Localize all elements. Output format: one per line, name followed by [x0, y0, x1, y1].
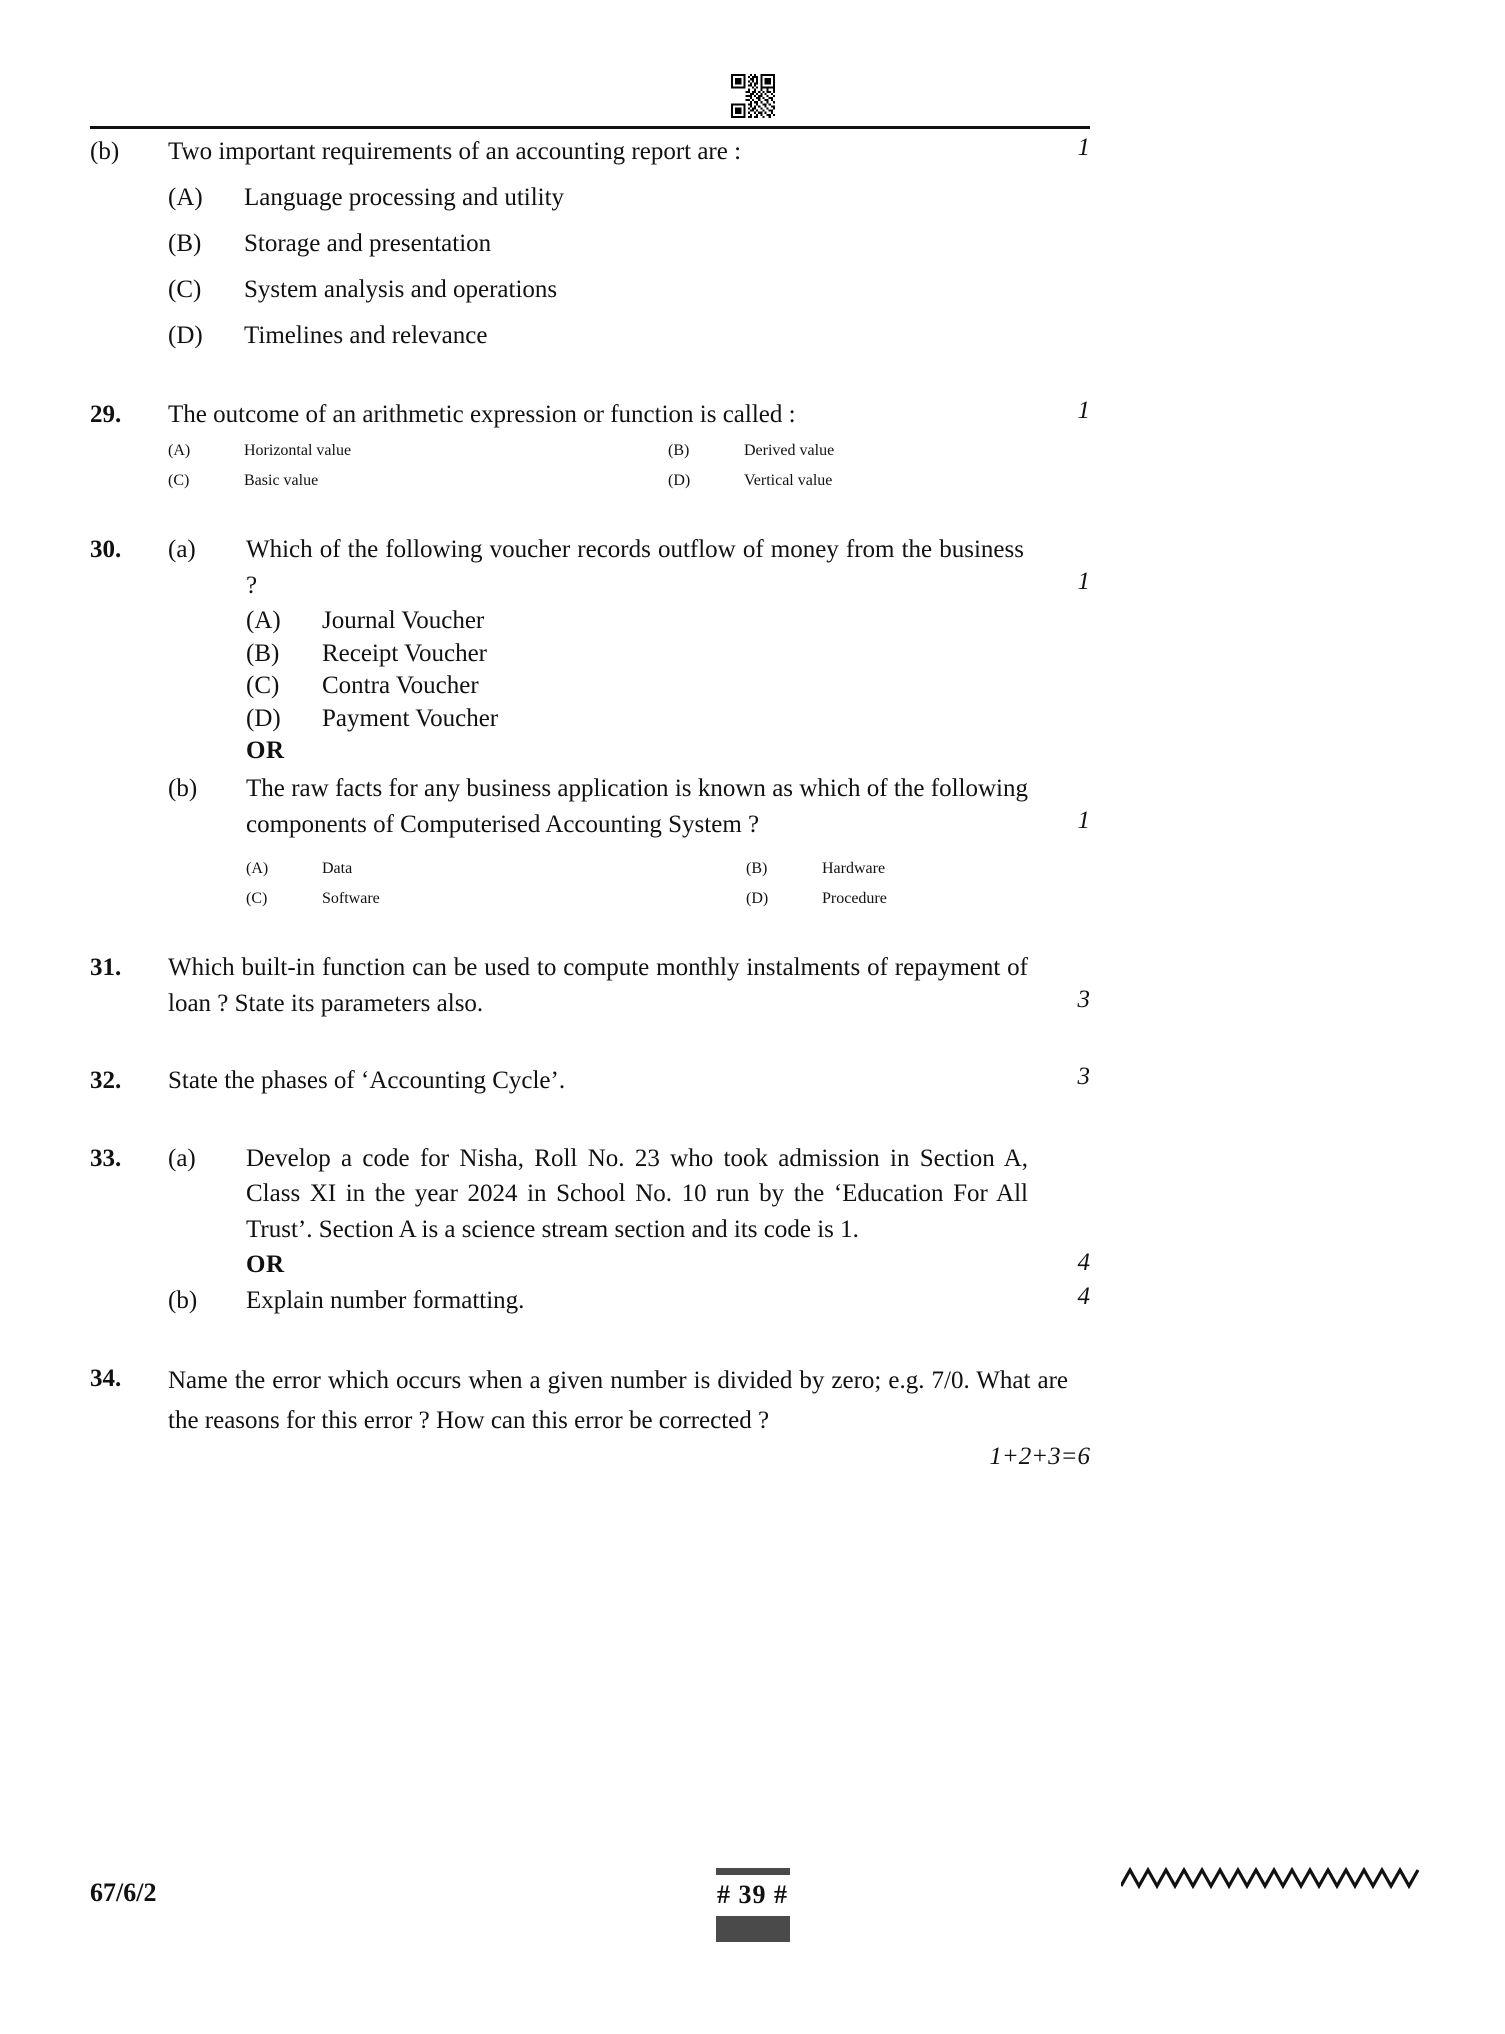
option-item[interactable] [246, 670, 1090, 703]
option-text: Receipt Voucher [322, 639, 488, 667]
option-text: Data [322, 860, 353, 877]
question-part-label: (b) [90, 138, 120, 165]
option-item[interactable] [168, 442, 668, 460]
or-separator: OR [246, 1251, 285, 1278]
option-key: (B) [746, 860, 768, 877]
question-number: 32. [90, 1067, 122, 1094]
option-item[interactable] [168, 472, 668, 490]
question-stem: Explain number formatting. [246, 1287, 525, 1314]
option-item[interactable] [168, 180, 1090, 216]
question-item [90, 950, 1090, 1021]
header-rule [90, 126, 1090, 129]
question-item [90, 397, 1090, 433]
option-item[interactable] [746, 890, 1246, 908]
question-stem: The outcome of an arithmetic expression or function is called : [168, 400, 796, 428]
option-key: (B) [668, 442, 690, 459]
option-text: Journal Voucher [322, 607, 485, 634]
option-text: Payment Voucher [322, 704, 499, 732]
option-row [90, 890, 1246, 908]
option-text: Storage and presentation [244, 229, 492, 257]
zigzag-decoration-icon [1121, 1860, 1421, 1900]
question-part-label: (a) [168, 536, 196, 563]
question-item [90, 532, 1090, 603]
option-text: Vertical value [744, 472, 833, 489]
option-item[interactable] [746, 860, 1246, 878]
or-separator: OR [246, 737, 285, 764]
question-stem: Develop a code for Nisha, Roll No. 23 who took admission in Section A, Class XI in the year 2024 in School No. 10 run by the ‘Education For All Trust’. Section A is a science stream section and its code is 1. [246, 1144, 1028, 1243]
option-key: (A) [246, 607, 281, 634]
option-item[interactable] [168, 318, 1090, 354]
option-text: Timelines and relevance [244, 322, 488, 350]
option-key: (A) [168, 183, 203, 211]
page-footer [0, 1868, 1505, 1988]
question-stem: Which of the following voucher records outflow of money from the business ? [246, 536, 1024, 599]
qr-code-container [0, 74, 1505, 123]
questions-container [90, 134, 1090, 1470]
question-marks: 1 [1077, 807, 1090, 834]
question-part-label: (b) [168, 1287, 198, 1314]
option-item[interactable] [246, 605, 1090, 638]
option-text: Contra Voucher [322, 672, 479, 699]
question-marks: 3 [1077, 1063, 1090, 1090]
question-marks: 4 [1077, 1283, 1090, 1310]
question-item [90, 1063, 1090, 1099]
option-item[interactable] [246, 703, 1090, 736]
options-list [90, 860, 1090, 908]
option-row [90, 442, 1168, 460]
question-part-label: (a) [168, 1144, 196, 1172]
question-item [90, 1361, 1090, 1470]
question-marks: 1 [1077, 396, 1090, 424]
question-stem: Which built-in function can be used to compute monthly instalments of repayment of loan ? State its parameters also. [168, 954, 1028, 1017]
question-item [90, 1283, 1090, 1319]
question-marks: 1 [1077, 568, 1090, 595]
question-item [90, 771, 1090, 842]
paper-code: 67/6/2 [90, 1878, 157, 1907]
question-marks: 1 [1077, 134, 1090, 161]
option-text: Software [322, 890, 380, 907]
option-text: Basic value [244, 472, 319, 489]
page-marker-bar-bottom [716, 1916, 790, 1942]
option-key: (D) [746, 890, 769, 907]
option-text: Procedure [822, 890, 887, 907]
question-number: 30. [90, 536, 122, 563]
option-key: (B) [168, 229, 202, 257]
option-key: (C) [168, 276, 202, 303]
option-key: (A) [246, 860, 269, 877]
option-key: (C) [246, 672, 280, 699]
option-row [90, 860, 1246, 878]
page-marker-bar-top [716, 1868, 790, 1875]
question-stem: Two important requirements of an accounting report are : [168, 138, 742, 165]
option-item[interactable] [668, 442, 1168, 460]
option-item[interactable] [668, 472, 1168, 490]
option-item[interactable] [246, 890, 746, 908]
option-key: (C) [246, 890, 268, 907]
option-text: Language processing and utility [244, 183, 565, 211]
option-item[interactable] [168, 226, 1090, 262]
question-item [90, 1141, 1090, 1276]
options-list [90, 180, 1090, 355]
option-key: (D) [246, 704, 281, 732]
option-text: System analysis and operations [244, 276, 558, 303]
question-item [90, 134, 1090, 170]
option-item[interactable] [246, 638, 1090, 671]
question-marks: 1+2+3=6 [989, 1442, 1090, 1470]
option-row [90, 472, 1168, 490]
question-number: 29. [90, 400, 122, 428]
question-number: 33. [90, 1144, 122, 1172]
question-number: 34. [90, 1364, 122, 1392]
option-key: (C) [168, 472, 190, 489]
options-list [90, 605, 1090, 735]
question-stem: State the phases of ‘Accounting Cycle’. [168, 1067, 566, 1094]
option-key: (D) [168, 322, 203, 350]
question-stem: The raw facts for any business application is known as which of the following components of Computerised Accounting System ? [246, 775, 1028, 838]
options-list [90, 442, 1090, 490]
question-marks: 3 [1077, 986, 1090, 1013]
page-marker: # 39 # [717, 1880, 788, 1909]
option-item[interactable] [168, 272, 1090, 308]
option-key: (B) [246, 639, 280, 667]
option-text: Hardware [822, 860, 886, 877]
option-key: (D) [668, 472, 691, 489]
option-text: Derived value [744, 442, 835, 459]
option-key: (A) [168, 442, 191, 459]
option-item[interactable] [246, 860, 746, 878]
question-marks: 4 [1077, 1248, 1090, 1276]
question-part-label: (b) [168, 775, 198, 802]
qr-code-icon [731, 74, 775, 118]
question-stem: Name the error which occurs when a given number is divided by zero; e.g. 7/0. What are the reasons for this error ? How can this error be corrected ? [168, 1366, 1068, 1434]
question-number: 31. [90, 954, 122, 981]
option-text: Horizontal value [244, 442, 352, 459]
